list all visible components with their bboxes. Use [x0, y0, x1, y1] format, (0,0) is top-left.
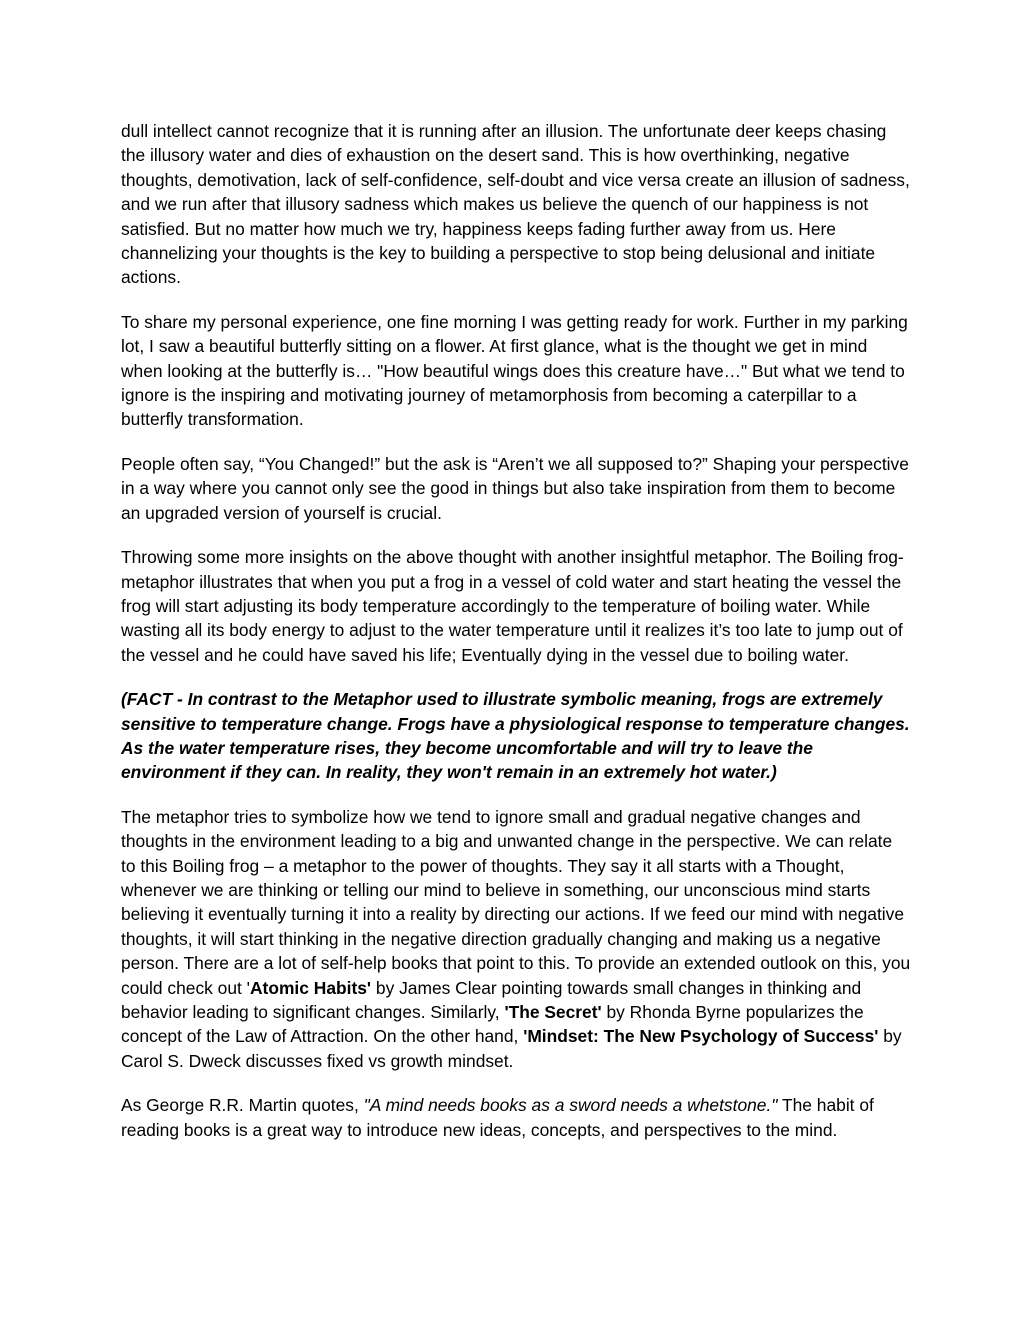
paragraph-butterfly: To share my personal experience, one fine morning I was getting ready for work. Further in my parking lot, I saw a beautiful butterfly sitting on a flower. At first glance, what is the thought we get in mind when looking at the butterfly is… "How beautiful wings does this creature have…" But what we tend to ignore is the inspiring and motivating journey of metamorphosis from becoming a caterpillar to a butterfly transformation. [121, 311, 908, 430]
metaphor-text-2: by James Clear pointing towards small changes in thinking and behavior leading to significant changes. Similarly, [121, 977, 862, 1022]
book-title-atomic-habits: Atomic Habits' [250, 977, 372, 998]
book-title-the-secret: 'The Secret' [504, 1002, 602, 1022]
paragraph-frog-fact: (FACT - In contrast to the Metaphor used to illustrate symbolic meaning, frogs are extremely sensitive to temperature change. Frogs have a physiological response to temperature changes. As the water temperature rises, they become uncomfortable and will try to leave the environment if they can. In reality, they won't remain in an extremely hot water.) [121, 689, 910, 783]
metaphor-text-3: by Rhonda Byrne popularizes the concept of the Law of Attraction. On the other hand, [121, 1002, 864, 1047]
paragraph-boiling-frog: Throwing some more insights on the above thought with another insightful metaphor. The Boiling frog- metaphor illustrates that when you put a frog in a vessel of cold water and start heating the vessel the frog will start adjusting its body temperature accordingly to the temperature of boiling water. While wasting all its body energy to adjust to the water temperature until it realizes it’s too late to jump out of the vessel and he could have saved his life; Eventually dying in the vessel due to boiling water. [121, 547, 904, 665]
paragraph-martin-quote [121, 1093, 911, 1142]
paragraph-illusion: dull intellect cannot recognize that it is running after an illusion. The unfortunate deer keeps chasing the illusory water and dies of exhaustion on the desert sand. This is how overthinking, negative thoughts, demotivation, lack of self-confidence, self-doubt and vice versa create an illusion of sadness, and we run after that illusory sadness which makes us believe the quench of our happiness is not satisfied. But no matter how much we try, happiness keeps fading further away from us. Here channelizing your thoughts is the key to building a perspective to stop being delusional and initiate actions. [121, 121, 910, 288]
metaphor-text-1: The metaphor tries to symbolize how we tend to ignore small and gradual negative changes and thoughts in the environment leading to a big and unwanted change in the perspective. We can relate to this Boiling frog – a metaphor to the power of thoughts. They say it all starts with a Thought, whenever we are thinking or telling our mind to believe in something, our unconscious mind starts believing it eventually turning it into a reality by directing our actions. If we feed our mind with negative thoughts, it will start thinking in the negative direction gradually changing and making us a negative person. There are a lot of self-help books that point to this. To provide an extended outlook on this, you could check out ' [121, 806, 911, 998]
quote-text: "A mind needs books as a sword needs a whetstone." [363, 1095, 778, 1116]
metaphor-text-4: by Carol S. Dweck discusses fixed vs growth mindset. [121, 1026, 902, 1071]
quote-intro-text: As George R.R. Martin quotes, [121, 1095, 364, 1116]
book-title-mindset: 'Mindset: The New Psychology of Success' [523, 1026, 879, 1047]
paragraph-you-changed: People often say, “You Changed!” but the ask is “Aren’t we all supposed to?” Shaping your perspective in a way where you cannot only see the good in things but also take inspiration from them to become an upgraded version of yourself is crucial. [121, 453, 909, 523]
document-page [121, 119, 911, 1162]
paragraph-metaphor-books [121, 805, 911, 1073]
quote-outro-text: The habit of reading books is a great way to introduce new ideas, concepts, and perspectives to the mind. [121, 1095, 874, 1140]
